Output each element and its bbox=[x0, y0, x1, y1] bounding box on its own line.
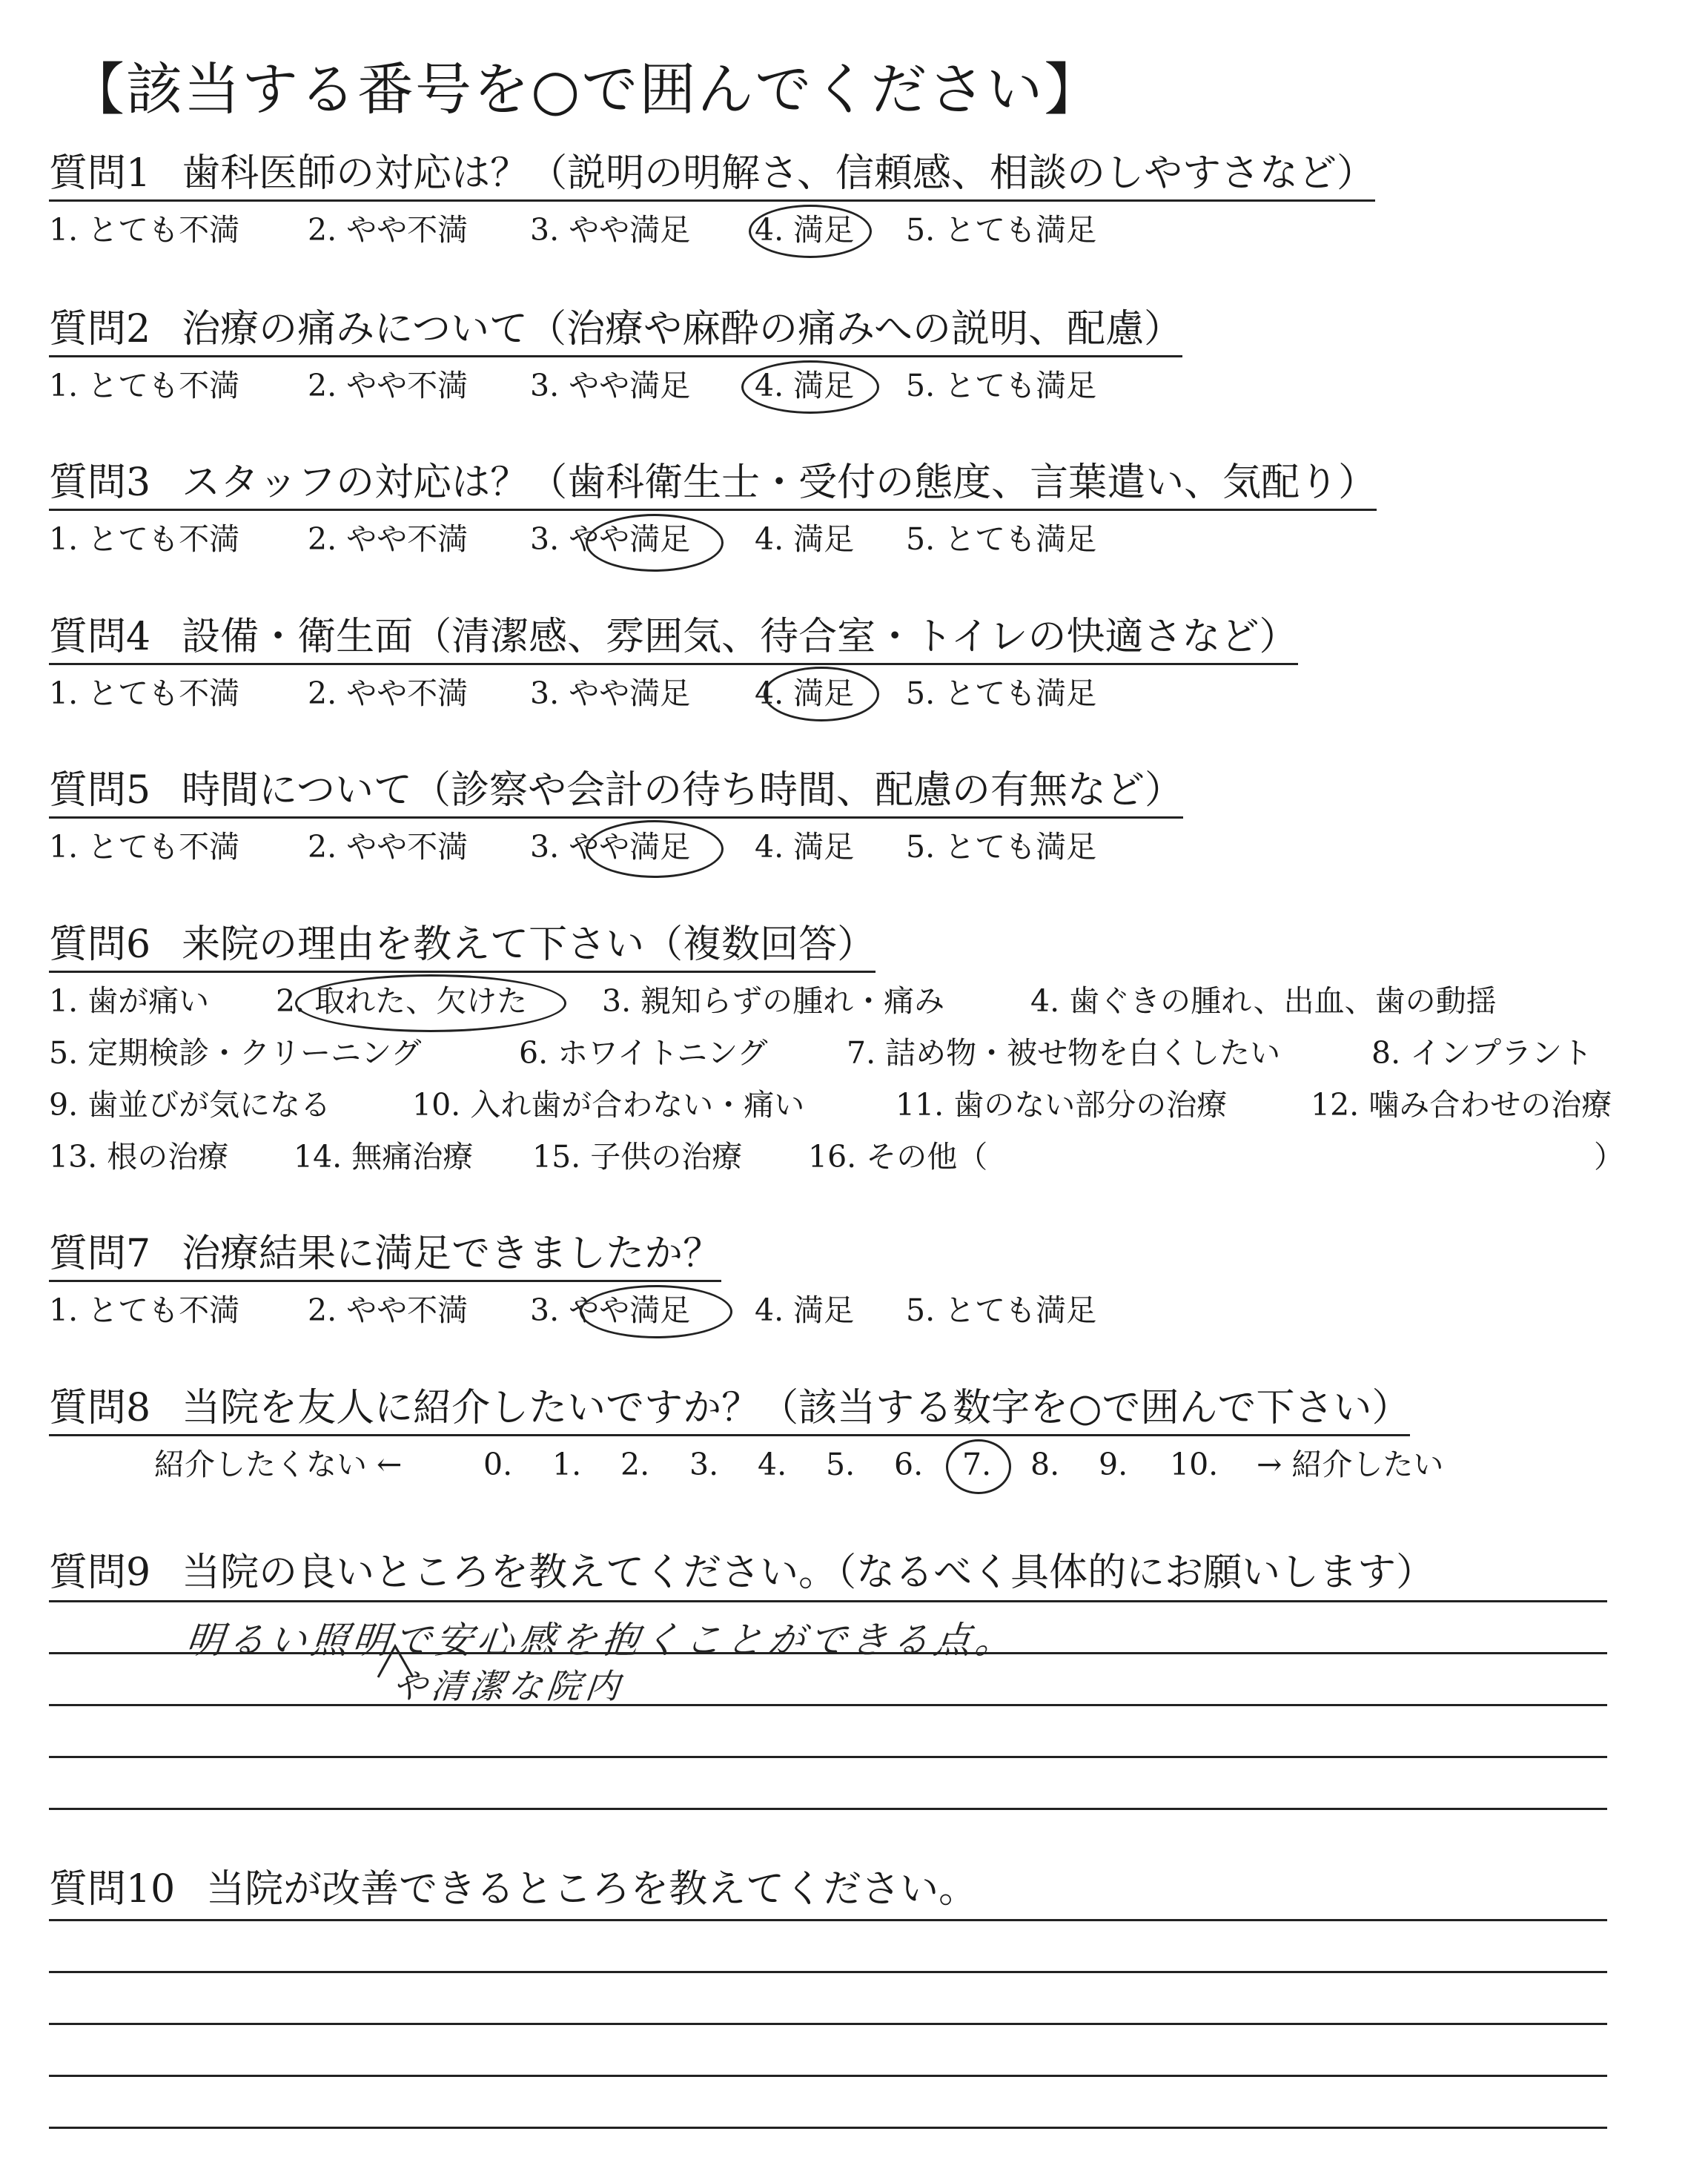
q9-answer-line-5[interactable] bbox=[49, 1808, 1607, 1810]
q6-option-16-close: ） bbox=[1594, 1139, 1624, 1175]
question-6-number: 質問6 bbox=[49, 922, 151, 967]
question-8-text: 当院を友人に紹介したいですか？（該当する数字を○で囲んで下さい） bbox=[182, 1386, 1411, 1430]
question-5-heading bbox=[49, 769, 1183, 819]
q8-number-8[interactable]: 8. bbox=[1030, 1447, 1060, 1482]
q8-number-1[interactable]: 1. bbox=[552, 1447, 582, 1482]
q5-selection-circle bbox=[586, 820, 724, 878]
q6-option-5[interactable]: 5. 定期検診・クリーニング bbox=[49, 1035, 422, 1071]
q6-option-14[interactable]: 14. 無痛治療 bbox=[294, 1139, 474, 1175]
q3-option-1[interactable]: 1. とても不満 bbox=[49, 521, 240, 557]
question-1-options bbox=[0, 212, 1708, 252]
q6-option-1[interactable]: 1. 歯が痛い bbox=[49, 983, 210, 1019]
q3-option-4[interactable]: 4. 満足 bbox=[755, 521, 855, 557]
q4-option-4[interactable]: 4. 満足 bbox=[755, 676, 855, 711]
question-7-number: 質問7 bbox=[49, 1232, 151, 1276]
q1-option-4[interactable]: 4. 満足 bbox=[755, 212, 855, 248]
q10-answer-line-1[interactable] bbox=[49, 1919, 1607, 1921]
q6-option-2[interactable]: 2. 取れた、欠けた bbox=[276, 983, 528, 1019]
q8-number-2[interactable]: 2. bbox=[620, 1447, 650, 1482]
q4-option-1[interactable]: 1. とても不満 bbox=[49, 676, 240, 711]
question-10-number: 質問10 bbox=[49, 1867, 176, 1912]
q5-option-1[interactable]: 1. とても不満 bbox=[49, 829, 240, 865]
q9-handwritten-answer-1: 明るい照明で安心感を抱くことができる点。 bbox=[184, 1619, 1019, 1662]
q2-selection-circle bbox=[741, 360, 879, 414]
q8-number-3[interactable]: 3. bbox=[689, 1447, 719, 1482]
q5-option-5[interactable]: 5. とても満足 bbox=[906, 829, 1097, 865]
question-4-options bbox=[0, 678, 1708, 716]
q9-answer-line-1[interactable] bbox=[49, 1600, 1607, 1602]
q2-option-1[interactable]: 1. とても不満 bbox=[49, 368, 240, 403]
q9-answer-line-4[interactable] bbox=[49, 1756, 1607, 1758]
q2-option-2[interactable]: 2. やや不満 bbox=[308, 368, 469, 403]
question-1-number: 質問1 bbox=[49, 151, 151, 196]
question-7-text: 治療結果に満足できましたか？ bbox=[182, 1232, 722, 1276]
question-5-text: 時間について（診察や会計の待ち時間、配慮の有無など） bbox=[182, 768, 1184, 813]
q8-number-10[interactable]: 10. bbox=[1170, 1447, 1219, 1482]
question-4-number: 質問4 bbox=[49, 615, 151, 659]
q7-option-5[interactable]: 5. とても満足 bbox=[906, 1292, 1097, 1328]
q7-option-2[interactable]: 2. やや不満 bbox=[308, 1292, 469, 1328]
q5-option-2[interactable]: 2. やや不満 bbox=[308, 829, 469, 865]
question-5-number: 質問5 bbox=[49, 768, 151, 813]
q8-number-0[interactable]: 0. bbox=[483, 1447, 513, 1482]
q6-option-12[interactable]: 12. 噛み合わせの治療 bbox=[1311, 1087, 1612, 1123]
q1-option-2[interactable]: 2. やや不満 bbox=[308, 212, 469, 248]
q6-selection-circle bbox=[295, 974, 566, 1032]
q3-option-2[interactable]: 2. やや不満 bbox=[308, 521, 469, 557]
question-7-heading bbox=[49, 1232, 721, 1282]
q1-selection-circle bbox=[749, 205, 872, 258]
q3-option-5[interactable]: 5. とても満足 bbox=[906, 521, 1097, 557]
q10-answer-line-5[interactable] bbox=[49, 2127, 1607, 2129]
q5-option-3[interactable]: 3. やや満足 bbox=[530, 829, 691, 865]
question-8-scale bbox=[0, 1447, 1708, 1487]
q6-option-3[interactable]: 3. 親知らずの腫れ・痛み bbox=[602, 983, 945, 1019]
question-2-heading bbox=[49, 308, 1182, 357]
q7-option-1[interactable]: 1. とても不満 bbox=[49, 1292, 240, 1328]
question-9-number: 質問9 bbox=[49, 1550, 151, 1595]
q6-option-11[interactable]: 11. 歯のない部分の治療 bbox=[896, 1087, 1228, 1123]
q9-handwritten-answer-2: や清潔な院内 bbox=[390, 1666, 626, 1706]
q6-option-16[interactable]: 16. その他（ bbox=[808, 1139, 988, 1175]
q6-option-8[interactable]: 8. インプラント bbox=[1371, 1035, 1593, 1071]
q1-option-1[interactable]: 1. とても不満 bbox=[49, 212, 240, 248]
q7-selection-circle bbox=[580, 1285, 732, 1338]
q8-number-5[interactable]: 5. bbox=[826, 1447, 855, 1482]
q1-option-5[interactable]: 5. とても満足 bbox=[906, 212, 1097, 248]
q8-number-4[interactable]: 4. bbox=[758, 1447, 787, 1482]
q4-selection-circle bbox=[764, 667, 879, 721]
question-1-text: 歯科医師の対応は？（説明の明解さ、信頼感、相談のしやすさなど） bbox=[182, 151, 1376, 196]
question-3-heading bbox=[49, 461, 1377, 511]
q6-option-6[interactable]: 6. ホワイトニング bbox=[519, 1035, 768, 1071]
question-6-options bbox=[0, 983, 1708, 1194]
question-7-options bbox=[0, 1292, 1708, 1332]
q8-right-label: → 紹介したい bbox=[1257, 1447, 1444, 1482]
question-4-text: 設備・衛生面（清潔感、雰囲気、待合室・トイレの快適さなど） bbox=[182, 615, 1298, 659]
q9-answer-line-3[interactable] bbox=[49, 1704, 1607, 1706]
question-2-options bbox=[0, 368, 1708, 408]
question-6-heading bbox=[49, 923, 875, 973]
q8-number-6[interactable]: 6. bbox=[894, 1447, 924, 1482]
question-3-number: 質問3 bbox=[49, 460, 151, 505]
question-5-options bbox=[0, 829, 1708, 869]
q9-insertion-caret bbox=[374, 1639, 419, 1683]
question-4-heading bbox=[49, 615, 1298, 665]
question-10-text: 当院が改善できるところを教えてください。 bbox=[206, 1867, 978, 1912]
q4-option-3[interactable]: 3. やや満足 bbox=[530, 676, 691, 711]
question-1-heading bbox=[49, 152, 1375, 202]
q10-answer-line-2[interactable] bbox=[49, 1971, 1607, 1973]
q6-option-7[interactable]: 7. 詰め物・被せ物を白くしたい bbox=[847, 1035, 1281, 1071]
q6-option-15[interactable]: 15. 子供の治療 bbox=[532, 1139, 743, 1175]
q6-option-10[interactable]: 10. 入れ歯が合わない・痛い bbox=[412, 1087, 805, 1123]
question-9-heading bbox=[49, 1541, 1434, 1596]
q2-option-4[interactable]: 4. 満足 bbox=[755, 368, 855, 403]
q1-option-3[interactable]: 3. やや満足 bbox=[530, 212, 691, 248]
q5-option-4[interactable]: 4. 満足 bbox=[755, 829, 855, 865]
question-9-text: 当院の良いところを教えてください。（なるべく具体的にお願いします） bbox=[182, 1550, 1435, 1595]
question-3-options bbox=[0, 521, 1708, 561]
q7-option-3[interactable]: 3. やや満足 bbox=[530, 1292, 691, 1328]
q6-option-9[interactable]: 9. 歯並びが気になる bbox=[49, 1087, 331, 1123]
q8-number-9[interactable]: 9. bbox=[1099, 1447, 1128, 1482]
q8-selection-circle bbox=[946, 1439, 1011, 1494]
q10-answer-line-4[interactable] bbox=[49, 2075, 1607, 2077]
q4-option-2[interactable]: 2. やや不満 bbox=[308, 676, 469, 711]
q7-option-4[interactable]: 4. 満足 bbox=[755, 1292, 855, 1328]
q8-number-7[interactable]: 7. bbox=[962, 1447, 992, 1482]
question-2-text: 治療の痛みについて（治療や麻酔の痛みへの説明、配慮） bbox=[182, 307, 1183, 351]
q6-option-4[interactable]: 4. 歯ぐきの腫れ、出血、歯の動揺 bbox=[1030, 983, 1497, 1019]
q10-answer-line-3[interactable] bbox=[49, 2023, 1607, 2025]
q4-option-5[interactable]: 5. とても満足 bbox=[906, 676, 1097, 711]
question-3-text: スタッフの対応は？（歯科衛生士・受付の態度、言葉遣い、気配り） bbox=[182, 460, 1377, 505]
page-title: 【該当する番号を○で囲んでください】 bbox=[68, 56, 1102, 122]
question-2-number: 質問2 bbox=[49, 307, 151, 351]
question-6-text: 来院の理由を教えて下さい（複数回答） bbox=[182, 922, 876, 967]
q6-option-13[interactable]: 13. 根の治療 bbox=[49, 1139, 229, 1175]
q8-left-label: 紹介したくない ← bbox=[154, 1447, 403, 1482]
q2-option-5[interactable]: 5. とても満足 bbox=[906, 368, 1097, 403]
question-8-number: 質問8 bbox=[49, 1386, 151, 1430]
q3-option-3[interactable]: 3. やや満足 bbox=[530, 521, 691, 557]
q2-option-3[interactable]: 3. やや満足 bbox=[530, 368, 691, 403]
question-10-heading bbox=[49, 1857, 977, 1913]
question-8-heading bbox=[49, 1387, 1410, 1436]
q3-selection-circle bbox=[586, 514, 724, 572]
